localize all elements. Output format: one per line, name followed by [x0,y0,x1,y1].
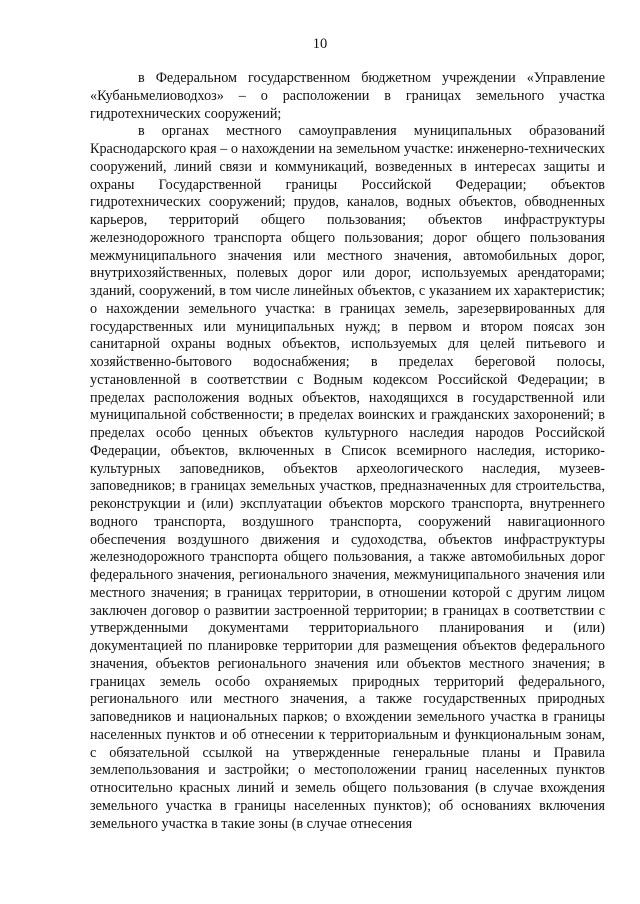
paragraph-kubanmeliovodkhoz: в Федеральном государственном бюджетном учреждении «Управление «Кубаньмелиоводхоз» – о расположении в границах земельного участка гидротехнических сооружений; [90,70,605,122]
paragraph-local-self-government: в органах местного самоуправления муниципальных образований Краснодарского края – о нахождении на земельном участке: инженерно-технических сооружений, линий связи и коммуникаций, возведенных в интересах защиты и охраны Государственной границы Российской Федерации; объектов гидротехнических сооружений; прудов, каналов, водных объектов, обводненных карьеров, территорий общего пользования; объектов инфраструктуры железнодорожного транспорта общего пользования; дорог общего пользования межмуниципального значения или местного значения, автомобильных дорог, внутрихозяйственных, полевых дорог или дорог, используемых арендаторами; зданий, сооружений, в том числе линейных объектов, с указанием их характеристик; о нахождении земельного участка: в границах земель, зарезервированных для государственных или муниципальных нужд; в первом и втором поясах зон санитарной охраны водных объектов, используемых для целей питьевого и хозяйственно-бытового водоснабжения; в пределах береговой полосы, установленной в соответствии с Водным кодексом Российской Федерации; в пределах расположения водных объектов, находящихся в государственной или муниципальной собственности; в пределах воинских и гражданских захоронений; в пределах особо ценных объектов культурного наследия народов Российской Федерации, объектов, включенных в Список всемирного наследия, историко-культурных заповедников, объектов археологического наследия, музеев-заповедников; в границах земельных участков, предназначенных для строительства, реконструкции и (или) эксплуатации объектов морского транспорта, внутреннего водного транспорта, воздушного транспорта, сооружений навигационного обеспечения воздушного движения и судоходства, объектов инфраструктуры железнодорожного транспорта общего пользования, а также автомобильных дорог федерального значения, регионального значения, межмуниципального значения или местного значения; в границах территории, в отношении которой с другим лицом заключен договор о развитии застроенной территории; в границах в соответствии с утвержденными документами территориального планирования и (или) документацией по планировке территории для размещения объектов федерального значения, объектов регионального значения или объектов местного значения; в границах земель особо охраняемых природных территорий федерального, регионального или местного значения, а также государственных природных заповедников и национальных парков; о вхождении земельного участка в границы населенных пунктов и об отнесении к территориальным и функциональным зонам, с обязательной ссылкой на утвержденные генеральные планы и Правила землепользования и застройки; о местоположении границ населенных пунктов относительно красных линий и земель общего пользования (в случае вхождения земельного участка в границы населенных пунктов); об основаниях включения земельного участка в такие зоны (в случае отнесения [90,123,605,832]
page-number: 10 [312,36,328,52]
document-body [90,70,605,833]
